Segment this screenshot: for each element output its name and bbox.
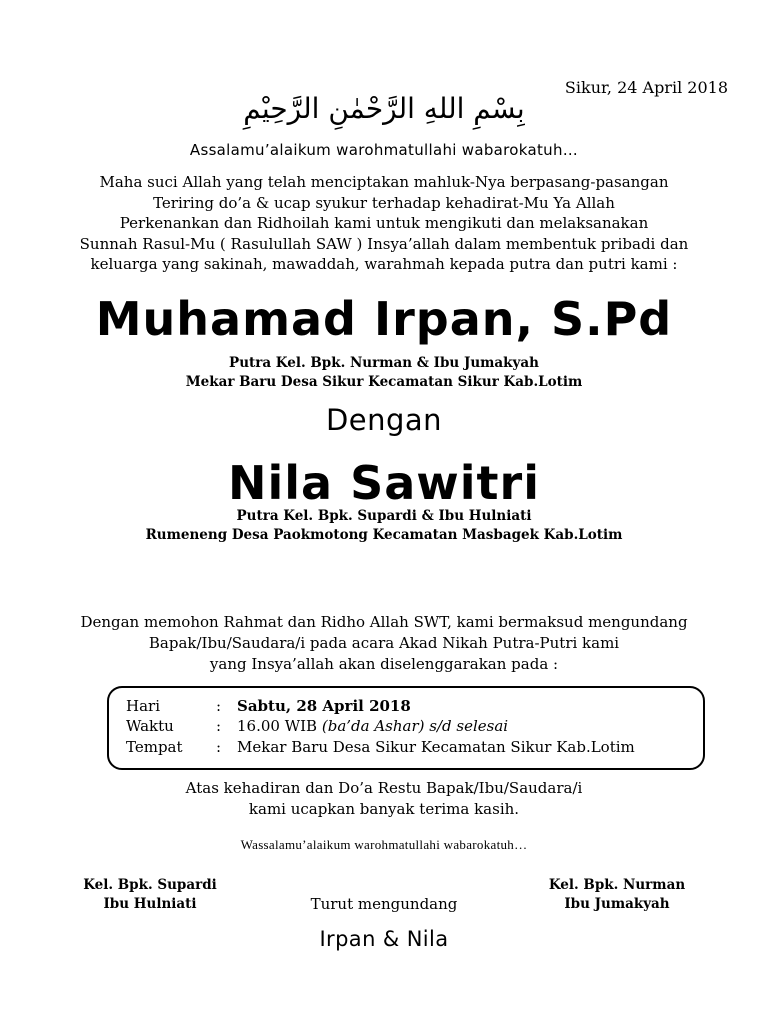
intro-line: Teriring do’a & ucap syukur terhadap kehadirat-Mu Ya Allah (153, 193, 615, 212)
place-label: Tempat (126, 738, 183, 756)
signature-left-family: Kel. Bpk. Supardi (83, 877, 217, 893)
bride-name: Nila Sawitri (228, 456, 540, 510)
invitation-line: Bapak/Ibu/Saudara/i pada acara Akad Nikah Putra-Putri kami (148, 634, 620, 652)
groom-address: Mekar Baru Desa Sikur Kecamatan Sikur Kab.Lotim (185, 374, 583, 390)
place-colon: : (216, 738, 222, 756)
closing-greeting: Wassalamu’alaikum warohmatullahi wabarokatuh… (240, 837, 528, 852)
thanks-line: kami ucapkan banyak terima kasih. (248, 800, 520, 818)
time-value-group (237, 717, 508, 735)
signature-left-mother: Ibu Hulniati (103, 896, 197, 912)
time-value: 16.00 WIB (237, 717, 318, 735)
intro-line: Perkenankan dan Ridhoilah kami untuk mengikuti dan melaksanakan (119, 214, 649, 232)
invitation-paragraph (0, 612, 768, 675)
bride-parents: Putra Kel. Bpk. Supardi & Ibu Hulniati (236, 508, 532, 524)
intro-line: keluarga yang sakinah, mawaddah, warahmah kepada putra dan putri kami : (90, 255, 678, 273)
intro-paragraph (0, 172, 768, 275)
invitation-line: Dengan memohon Rahmat dan Ridho Allah SWT, kami bermaksud mengundang (80, 613, 688, 631)
time-colon: : (216, 717, 222, 735)
place-value: Mekar Baru Desa Sikur Kecamatan Sikur Kab.Lotim (237, 738, 635, 756)
couple-names: Irpan & Nila (319, 927, 449, 951)
event-details-box (107, 686, 705, 770)
intro-line: Sunnah Rasul-Mu ( Rasulullah SAW ) Insya’allah dalam membentuk pribadi dan (79, 234, 689, 253)
basmalah-calligraphy: بِسْمِ اللهِ الرَّحْمٰنِ الرَّحِيْمِ (243, 92, 525, 125)
connector-word: Dengan (325, 403, 443, 437)
groom-name: Muhamad Irpan, S.Pd (95, 292, 673, 346)
time-note: (ba’da Ashar) s/d selesai (321, 717, 509, 735)
thanks-line: Atas kehadiran dan Do’a Restu Bapak/Ibu/Saudara/i (185, 779, 583, 797)
invitation-line: yang Insya’allah akan diselenggarakan pada : (209, 655, 559, 673)
opening-greeting: Assalamu’alaikum warohmatullahi wabarokatuh… (189, 141, 579, 159)
place-date: Sikur, 24 April 2018 (564, 78, 728, 97)
groom-parents: Putra Kel. Bpk. Nurman & Ibu Jumakyah (229, 355, 539, 371)
groom-parents-block (0, 354, 768, 392)
intro-line: Maha suci Allah yang telah menciptakan mahluk-Nya berpasang-pasangan (99, 173, 669, 191)
bride-parents-block (0, 507, 768, 545)
day-colon: : (216, 697, 222, 715)
signature-right-family: Kel. Bpk. Nurman (548, 877, 686, 893)
bride-address: Rumeneng Desa Paokmotong Kecamatan Masbagek Kab.Lotim (145, 527, 623, 543)
thanks-paragraph (0, 778, 768, 820)
co-inviter-label: Turut mengundang (310, 895, 458, 913)
day-label: Hari (126, 697, 160, 715)
day-value: Sabtu, 28 April 2018 (237, 697, 411, 715)
signature-right-mother: Ibu Jumakyah (564, 896, 670, 912)
time-label: Waktu (126, 717, 174, 735)
